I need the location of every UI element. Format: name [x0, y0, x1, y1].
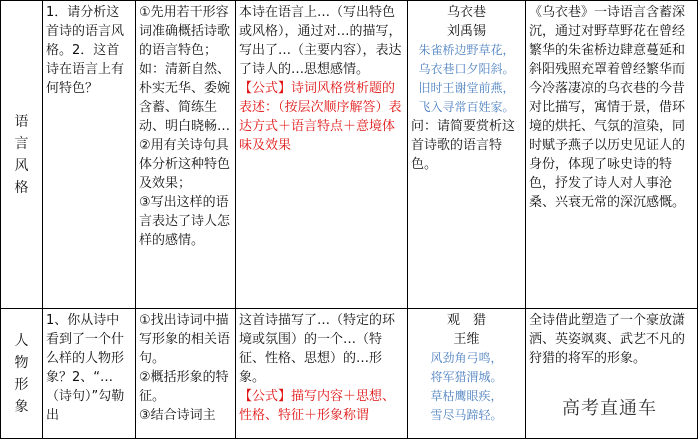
poem-author: 王维	[453, 332, 480, 347]
poem-line: 将军猎渭城。	[430, 370, 503, 384]
watermark: 高考直通车	[562, 398, 657, 419]
answer-cell	[526, 1, 698, 309]
answer-text: 《乌衣巷》一诗语言含蓄深沉，通过对野草野花在曾经繁华的朱雀桥边肆意蔓延和斜阳残照充罩着曾经繁华而今冷落凄凉的乌衣巷的今昔对比描写，寓情于景，借环境的烘托、气氛的渲染，同时赋予燕子以历史见证人的身份，体现了咏史诗的特色，抒发了诗人对人事沧桑、兴衰无常的深沉感慨。	[529, 5, 686, 210]
poem-line: 乌衣巷口夕阳斜。	[418, 62, 515, 76]
poem-title: 观 猎	[446, 313, 486, 328]
method-step: ②概括形象的特征。	[139, 370, 229, 404]
poem-title: 乌衣巷	[446, 5, 486, 20]
poem-cell	[408, 1, 526, 309]
poem-line: 飞入寻常百姓家。	[418, 100, 515, 114]
formula-text: 这首诗描写了…（特定的环境或氛围）的一个…（特征、性格、思想）的…形象。	[239, 313, 396, 385]
method-cell	[136, 1, 236, 309]
poem-line: 风劲角弓鸣，	[430, 351, 503, 365]
method-step: ③结合诗词主	[139, 408, 216, 423]
category-label: 语言风格	[14, 113, 29, 196]
question-cell	[43, 1, 136, 309]
answer-text: 全诗借此塑造了一个豪放潇洒、英姿飒爽、武艺不凡的狩猎的将军的形象。	[529, 313, 686, 366]
method-cell	[136, 309, 236, 439]
question-cell	[43, 309, 136, 439]
poem-author: 刘禹锡	[446, 24, 486, 39]
method-step: ②用有关诗句具体分析这种特色及效果；	[139, 138, 231, 191]
question-text: 1．请分析这首诗的语言风格。2．这首诗在语言上有何特色？	[46, 5, 125, 96]
formula-cell	[236, 309, 408, 439]
method-step: ①先用若干形容词准确概括诗歌的语言特色；如：清新自然、朴实无华、委婉含蓄、简练生动、明白晓畅…	[139, 5, 231, 134]
formula-cell	[236, 1, 408, 309]
category-label: 人物形象	[14, 332, 29, 415]
poem-question: 问：请简要赏析这首诗歌的语言特色。	[411, 119, 516, 172]
category-cell	[1, 309, 43, 439]
poem-line: 雪尽马蹄轻。	[430, 408, 503, 422]
question-text: 1、你从诗中看到了一个什么样的人物形象？2、“…（诗句）”勾勒出	[46, 313, 125, 423]
poem-line: 朱雀桥边野草花，	[418, 43, 515, 57]
formula-text: 本诗在语言上…（写出特色或风格），通过对…的描写，写出了…（主要内容），表达了诗人的…思想感情。	[239, 5, 402, 77]
method-step: ①找出诗词中描写形象的相关语句。	[139, 313, 231, 366]
poem-cell	[408, 309, 526, 439]
table-row	[1, 1, 698, 309]
method-step: ③写出这样的语言表达了诗人怎样的感情。	[139, 195, 231, 248]
poem-line: 草枯鹰眼疾，	[430, 389, 503, 403]
formula-red: 【公式】描写内容＋思想、性格、特征＋形象称谓	[239, 389, 396, 423]
formula-red: 【公式】诗词风格赏析题的表述：（按层次顺序解答）表达方式＋语言特点＋意境体味及效果	[239, 81, 402, 153]
poem-line: 旧时王谢堂前燕，	[418, 81, 515, 95]
category-cell	[1, 1, 43, 309]
